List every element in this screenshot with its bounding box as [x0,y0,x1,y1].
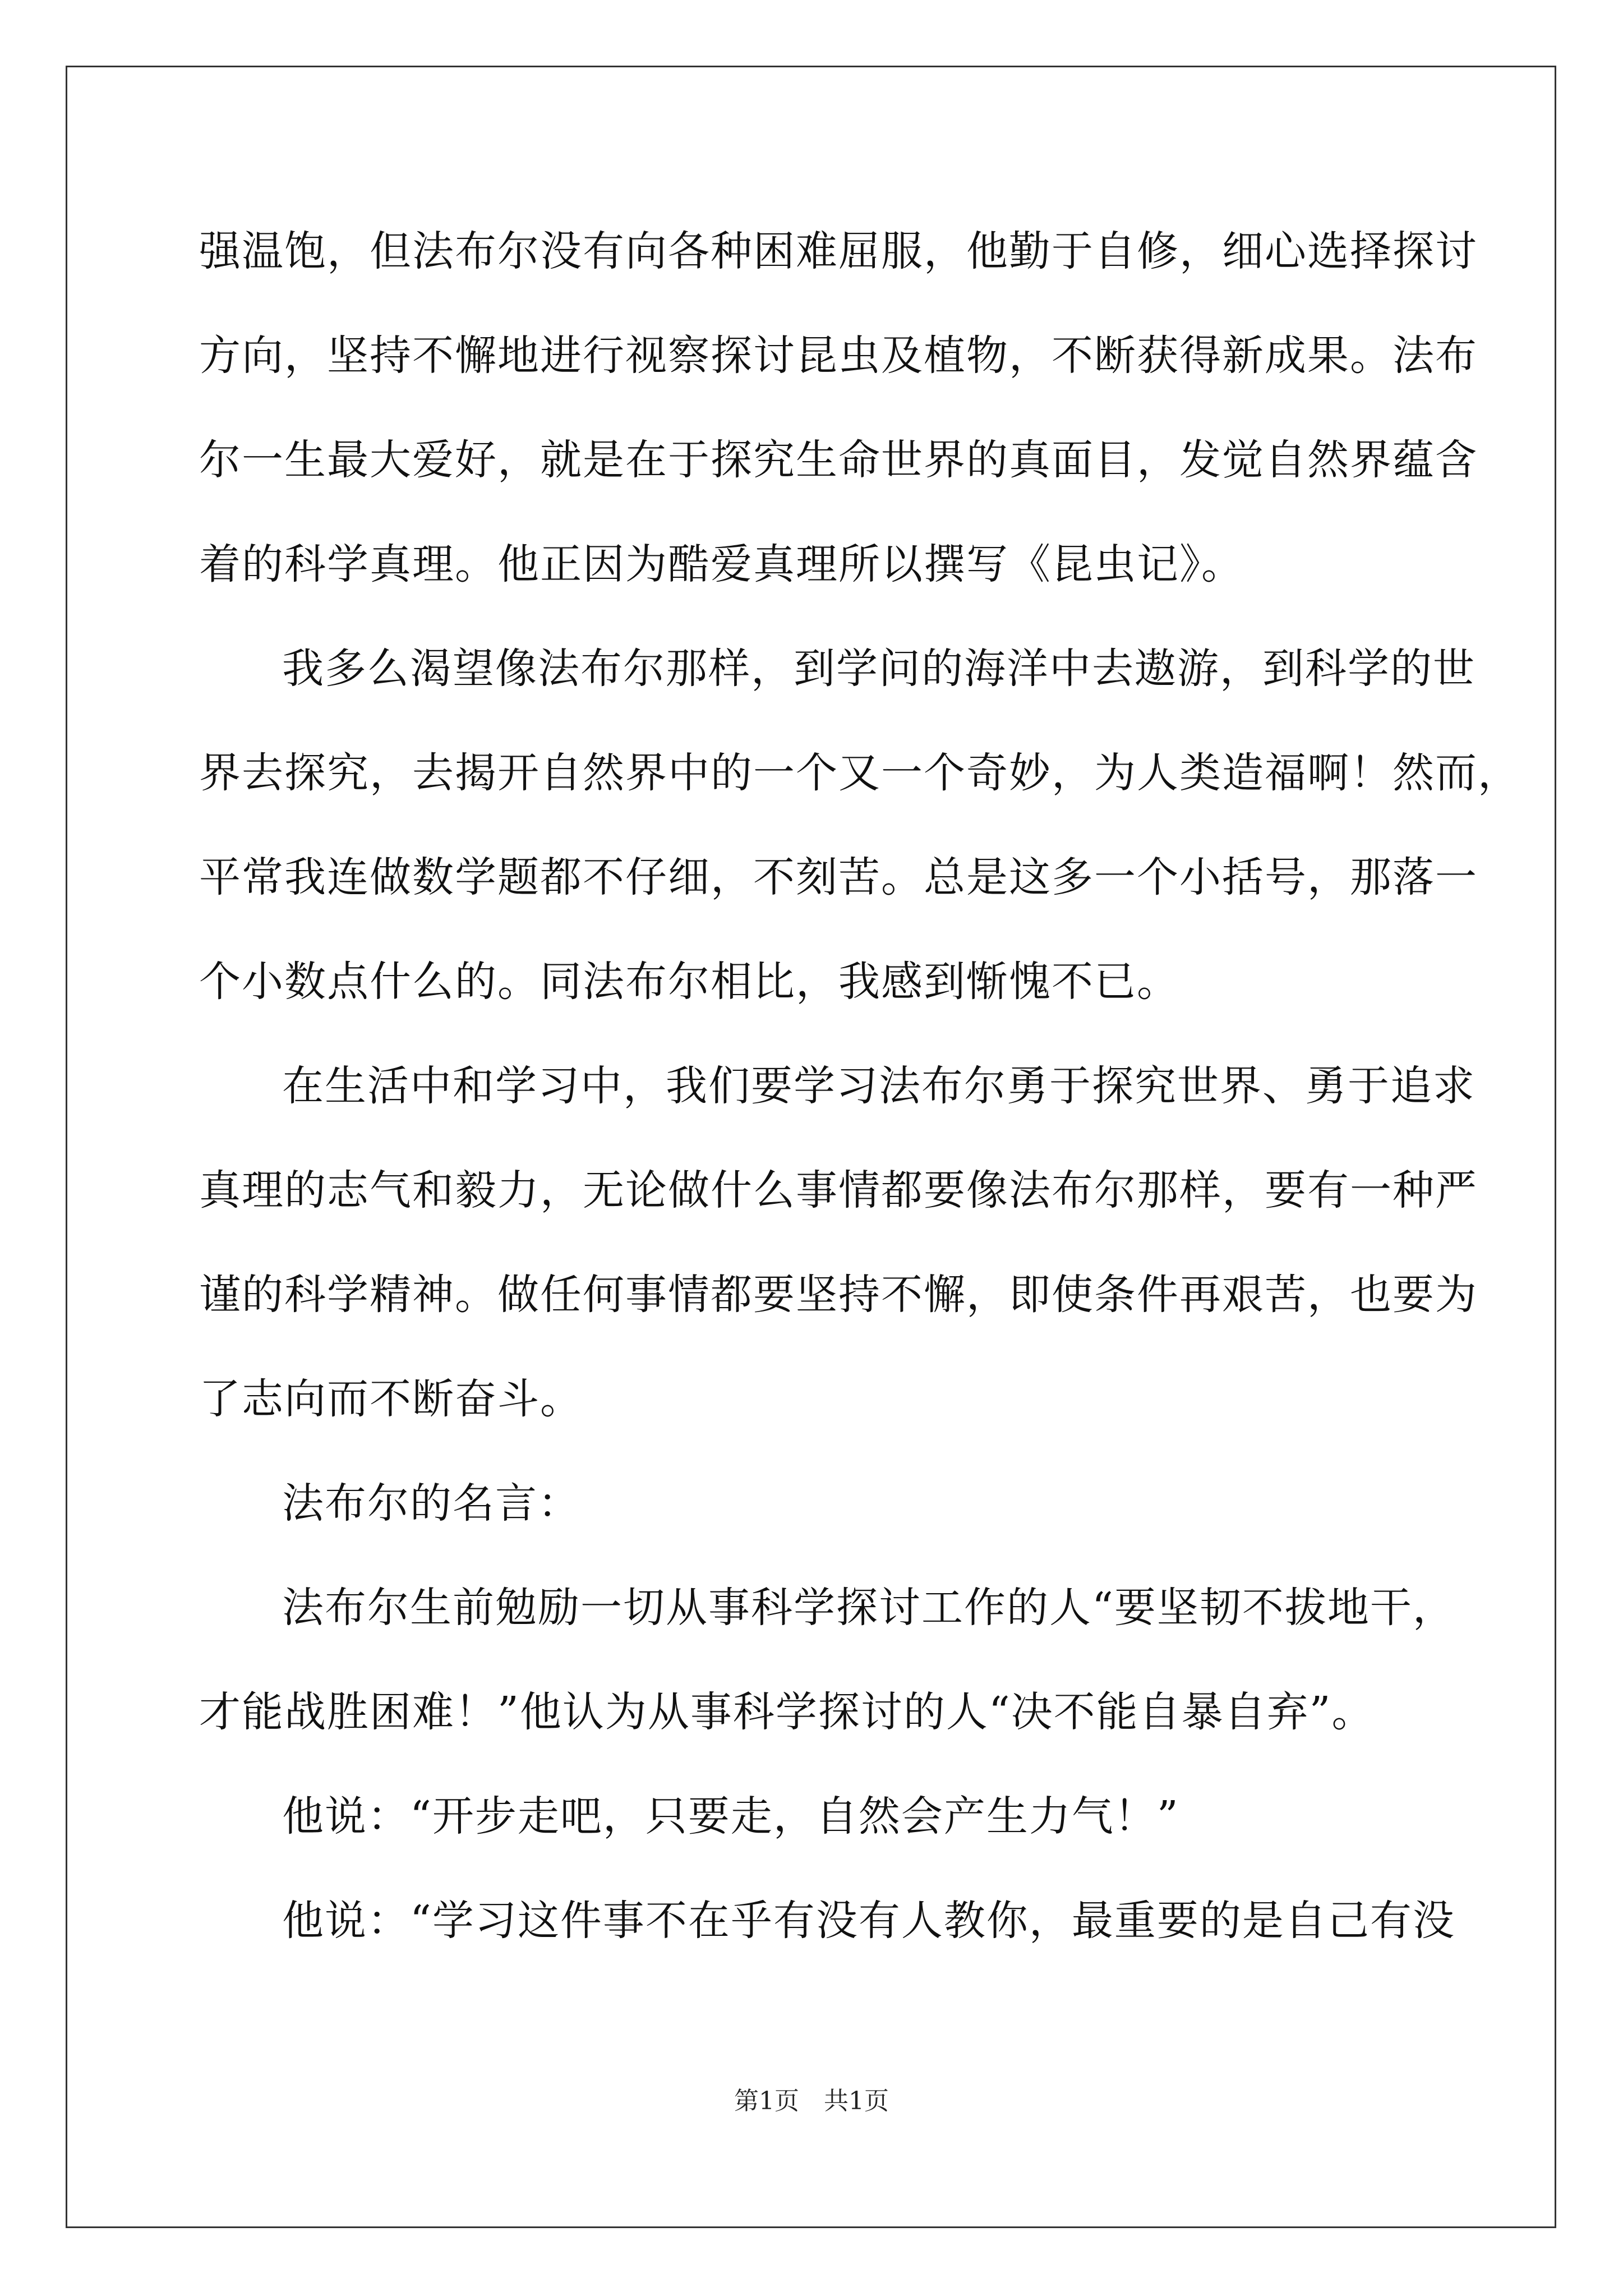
text-line: 界去探究，去揭开自然界中的一个又一个奇妙，为人类造福啊！然而， [199,749,1520,797]
text-line: 强温饱，但法布尔没有向各种困难屈服，他勤于自修，细心选择探讨 [199,227,1478,275]
page-number: 第1页 共1页 [734,2087,889,2115]
text-line: 方向，坚持不懈地进行视察探讨昆虫及植物，不断获得新成果。法布 [199,332,1478,380]
text-line: 真理的志气和毅力，无论做什么事情都要像法布尔那样，要有一种严 [199,1166,1478,1214]
text-line: 着的科学真理。他正因为酷爱真理所以撰写《昆虫记》。 [199,540,1244,588]
text-line: 尔一生最大爱好，就是在于探究生命世界的真面目，发觉自然界蕴含 [199,436,1478,484]
text-line: 他说：“开步走吧，只要走，自然会产生力气！” [282,1792,1179,1841]
text-line: 他说：“学习这件事不在乎有没有人教你，最重要的是自己有没 [282,1897,1455,1945]
text-line: 平常我连做数学题都不仔细，不刻苦。总是这多一个小括号，那落一 [199,853,1478,901]
text-line: 在生活中和学习中，我们要学习法布尔勇于探究世界、勇于追求 [282,1062,1476,1110]
text-line: 个小数点什么的。同法布尔相比，我感到惭愧不已。 [199,958,1179,1006]
text-line: 法布尔生前勉励一切从事科学探讨工作的人“要坚韧不拔地干， [282,1584,1455,1632]
text-line: 了志向而不断奋斗。 [199,1375,583,1423]
text-line: 才能战胜困难！”他认为从事科学探讨的人“决不能自暴自弃”。 [199,1688,1375,1736]
text-line: 谨的科学精神。做任何事情都要坚持不懈，即使条件再艰苦，也要为 [199,1271,1478,1319]
text-line: 我多么渴望像法布尔那样，到学问的海洋中去遨游，到科学的世 [282,645,1476,693]
text-line: 法布尔的名言： [282,1479,580,1527]
